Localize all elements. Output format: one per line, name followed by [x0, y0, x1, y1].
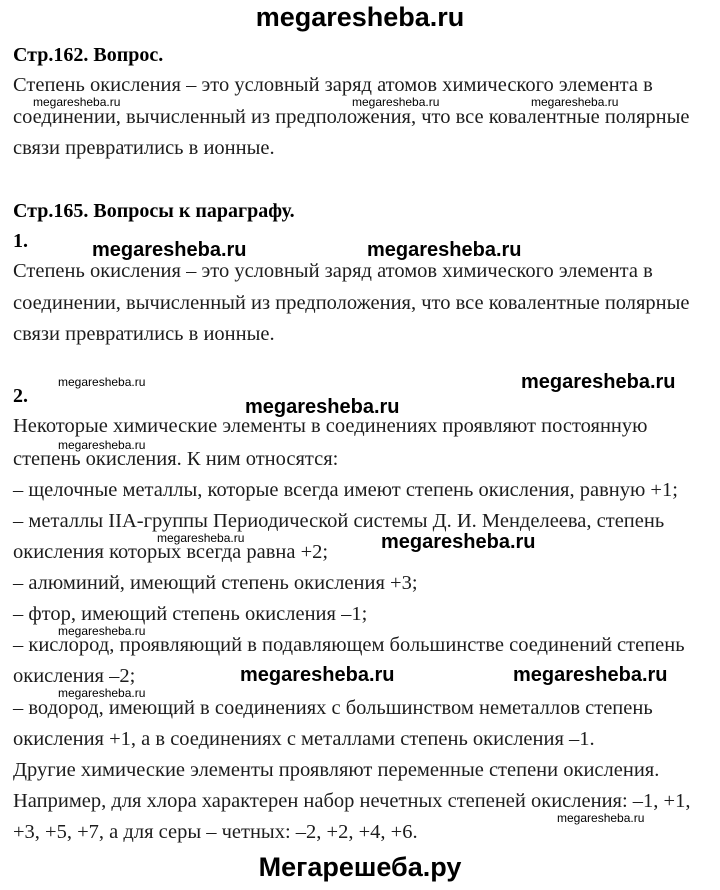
paragraph-line: Некоторые химические элементы в соединениях проявляют постоянную — [13, 415, 648, 437]
watermark-small: megaresheba.ru — [531, 95, 619, 109]
paragraph-line: связи превратились в ионные. — [13, 323, 275, 345]
paragraph-line: степень окисления. К ним относятся: — [13, 448, 339, 470]
site-footer-title: Мегарешеба.ру — [258, 852, 462, 882]
paragraph-line: Степень окисления – это условный заряд атомов химического элемента в — [13, 74, 653, 96]
watermark-small: megaresheba.ru — [58, 375, 146, 389]
paragraph-line: Степень окисления – это условный заряд атомов химического элемента в — [13, 260, 653, 282]
paragraph-line: +3, +5, +7, а для серы – четных: –2, +2, +4, +6. — [13, 821, 418, 843]
watermark-large: megaresheba.ru — [245, 396, 400, 418]
watermark-large: megaresheba.ru — [92, 239, 247, 261]
site-header-title: megaresheba.ru — [255, 2, 465, 32]
paragraph-line: окисления –2; — [13, 665, 136, 687]
watermark-small: megaresheba.ru — [58, 438, 146, 452]
paragraph-line: связи превратились в ионные. — [13, 137, 275, 159]
paragraph-line: – алюминий, имеющий степень окисления +3; — [13, 572, 418, 594]
watermark-large: megaresheba.ru — [367, 239, 522, 261]
paragraph-line: – кислород, проявляющий в подавляющем большинстве соединений степень — [13, 634, 685, 656]
paragraph-line: – фтор, имеющий степень окисления –1; — [13, 603, 368, 625]
watermark-small: megaresheba.ru — [58, 624, 146, 638]
question-number-1: 1. — [13, 230, 28, 252]
watermark-large: megaresheba.ru — [381, 531, 536, 553]
paragraph-line: Другие химические элементы проявляют переменные степени окисления. — [13, 759, 660, 781]
paragraph-line: окисления +1, а в соединениях с металлами степень окисления –1. — [13, 728, 595, 750]
paragraph-line: Например, для хлора характерен набор нечетных степеней окисления: –1, +1, — [13, 790, 691, 812]
paragraph-line: соединении, вычисленный из предположения, что все ковалентные полярные — [13, 106, 690, 128]
watermark-large: megaresheba.ru — [521, 371, 676, 393]
paragraph-line: соединении, вычисленный из предположения, что все ковалентные полярные — [13, 292, 690, 314]
section-heading-p165: Стр.165. Вопросы к параграфу. — [13, 200, 295, 222]
paragraph-line: – щелочные металлы, которые всегда имеют степень окисления, равную +1; — [13, 479, 678, 501]
watermark-small: megaresheba.ru — [557, 811, 645, 825]
paragraph-line: – металлы IIA-группы Периодической системы Д. И. Менделеева, степень — [13, 510, 665, 532]
watermark-small: megaresheba.ru — [33, 95, 121, 109]
watermark-small: megaresheba.ru — [352, 95, 440, 109]
paragraph-line: окисления которых всегда равна +2; — [13, 541, 329, 563]
paragraph-line: – водород, имеющий в соединениях с большинством неметаллов степень — [13, 697, 653, 719]
watermark-large: megaresheba.ru — [513, 664, 668, 686]
watermark-small: megaresheba.ru — [157, 531, 245, 545]
watermark-small: megaresheba.ru — [58, 686, 146, 700]
watermark-large: megaresheba.ru — [240, 664, 395, 686]
section-heading-p162: Стр.162. Вопрос. — [13, 44, 164, 66]
question-number-2: 2. — [13, 385, 28, 407]
